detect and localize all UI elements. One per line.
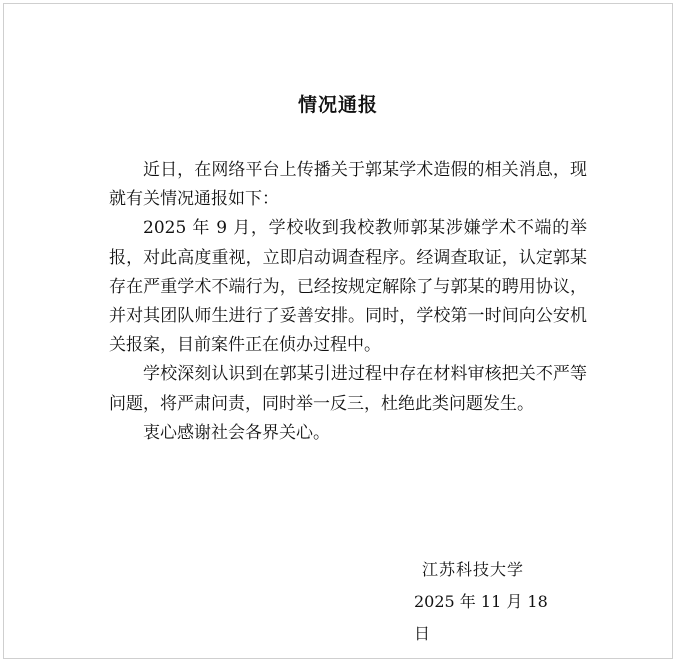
signature-date: 2025 年 11 月 18 日 [414, 592, 548, 643]
notice-paragraph-3: 学校深刻认识到在郭某引进过程中存在材料审核把关不严等问题，将严肃问责，同时举一反三，杜绝此类问题发生。 [109, 364, 587, 414]
notice-paragraph-4: 衷心感谢社会各界关心。 [143, 422, 330, 443]
notice-paragraph-1: 近日，在网络平台上传播关于郭某学术造假的相关消息，现就有关情况通报如下： [109, 160, 587, 210]
signature-block [414, 554, 554, 650]
signature-organization: 江苏科技大学 [422, 560, 525, 579]
notice-paragraph-2: 2025 年 9 月，学校收到我校教师郭某涉嫌学术不端的举报，对此高度重视，立即启动调查程序。经调查取证，认定郭某存在严重学术不端行为，已经按规定解除了与郭某的聘用协议，并对其团队师生进行了妥善安排。同时，学校第一时间向公安机关报案，目前案件正在侦办过程中。 [109, 218, 587, 356]
notice-body [109, 156, 587, 448]
notice-title: 情况通报 [297, 94, 378, 116]
document-page [3, 3, 673, 659]
